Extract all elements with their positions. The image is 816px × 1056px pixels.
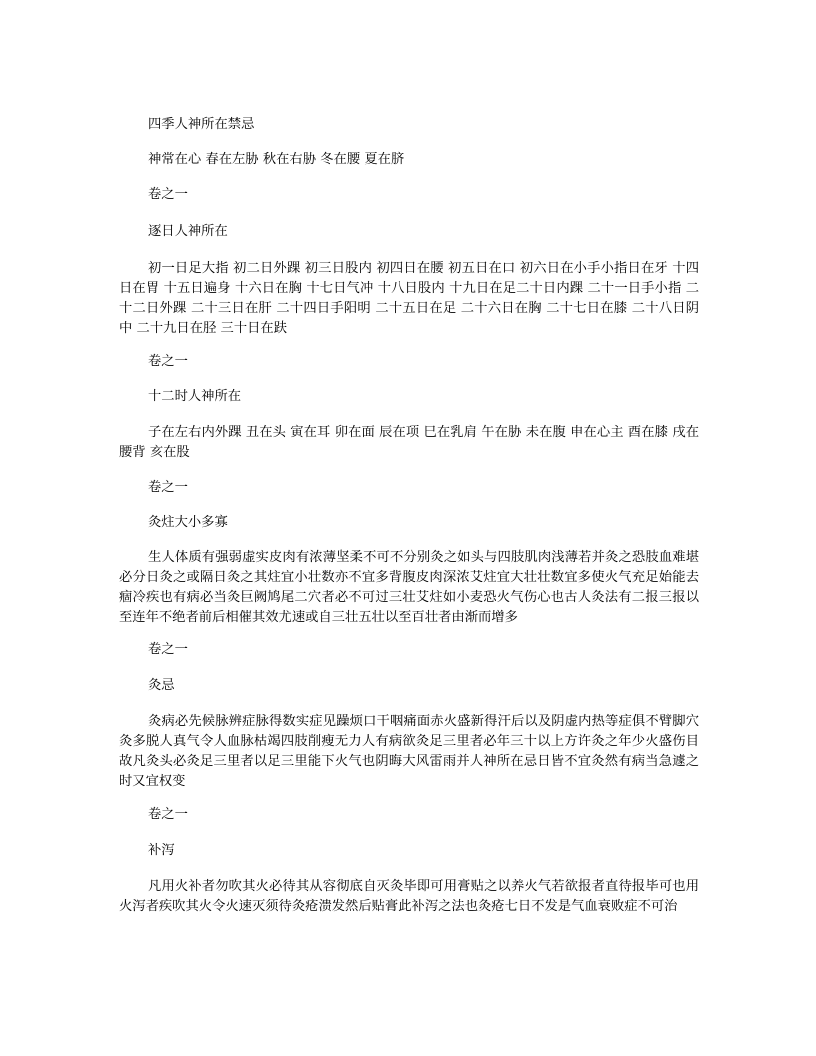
body-paragraph-6: 凡用火补者勿吹其火必待其从容彻底自灭灸毕即可用膏贴之以养火气若欲报者直待报毕可也用火泻者疾吹其火令火速灭须待灸疮溃发然后贴膏此补泻之法也灸疮七日不发是气血衰败症不可治 xyxy=(119,879,699,914)
section-heading-1: 四季人神所在禁忌 xyxy=(148,117,255,132)
body-paragraph-4: 生人体质有强弱虚实皮肉有浓薄坚柔不可不分别灸之如头与四肢肌肉浅薄若并灸之恐肢血难堪必分日灸之或隔日灸之其炷宜小壮数亦不宜多背腹皮肉深浓艾炷宜大壮壮数宜多使火气充足始能去痼冷疾也有病必当灸巨阙鸠尾二穴者必不可过三壮艾炷如小麦恐火气伤心也古人灸法有二报三报以至连年不绝者前后相催其效尤速或自三壮五壮以至百壮者由渐而增多 xyxy=(119,550,699,625)
section-heading-3: 十二时人神所在 xyxy=(148,389,242,404)
volume-label-4: 卷之一 xyxy=(148,642,188,657)
volume-label-1: 卷之一 xyxy=(148,187,188,202)
section-heading-6: 补泻 xyxy=(148,843,175,858)
section-heading-4: 灸炷大小多寡 xyxy=(148,515,228,530)
section-heading-2: 逐日人神所在 xyxy=(148,224,228,239)
body-paragraph-3: 子在左右内外踝 丑在头 寅在耳 卯在面 辰在项 巳在乳肩 午在胁 未在腹 申在心主 酉在膝 戌在腰背 亥在股 xyxy=(119,425,699,460)
volume-label-3: 卷之一 xyxy=(148,480,188,495)
body-paragraph-2: 初一日足大指 初二日外踝 初三日股内 初四日在腰 初五日在口 初六日在小手小指日在牙 十四日在胃 十五日遍身 十六日在胸 十七日气冲 十八日股内 十九日在足二十日内踝 二十一日手小指 二十二日外踝 二十三日在肝 二十四日手阳明 二十五日在足 二十六日在胸 二十七日在膝 二十八日阴中 二十九日在胫 三十日在趺 xyxy=(119,261,699,336)
volume-label-5: 卷之一 xyxy=(148,807,188,822)
body-paragraph-1: 神常在心 春在左胁 秋在右胁 冬在腰 夏在脐 xyxy=(148,152,405,167)
section-heading-5: 灸忌 xyxy=(148,678,175,693)
body-paragraph-5: 灸病必先候脉辨症脉得数实症见躁烦口干咽痛面赤火盛新得汗后以及阴虚内热等症俱不臂脚穴灸多脱人真气令人血脉枯竭四肢削瘦无力人有病欲灸足三里者必年三十以上方许灸之年少火盛伤目故凡灸头必灸足三里者以足三里能下火气也阴晦大风雷雨并人神所在忌日皆不宜灸然有病当急遽之时又宜权变 xyxy=(119,714,699,789)
volume-label-2: 卷之一 xyxy=(148,354,188,369)
